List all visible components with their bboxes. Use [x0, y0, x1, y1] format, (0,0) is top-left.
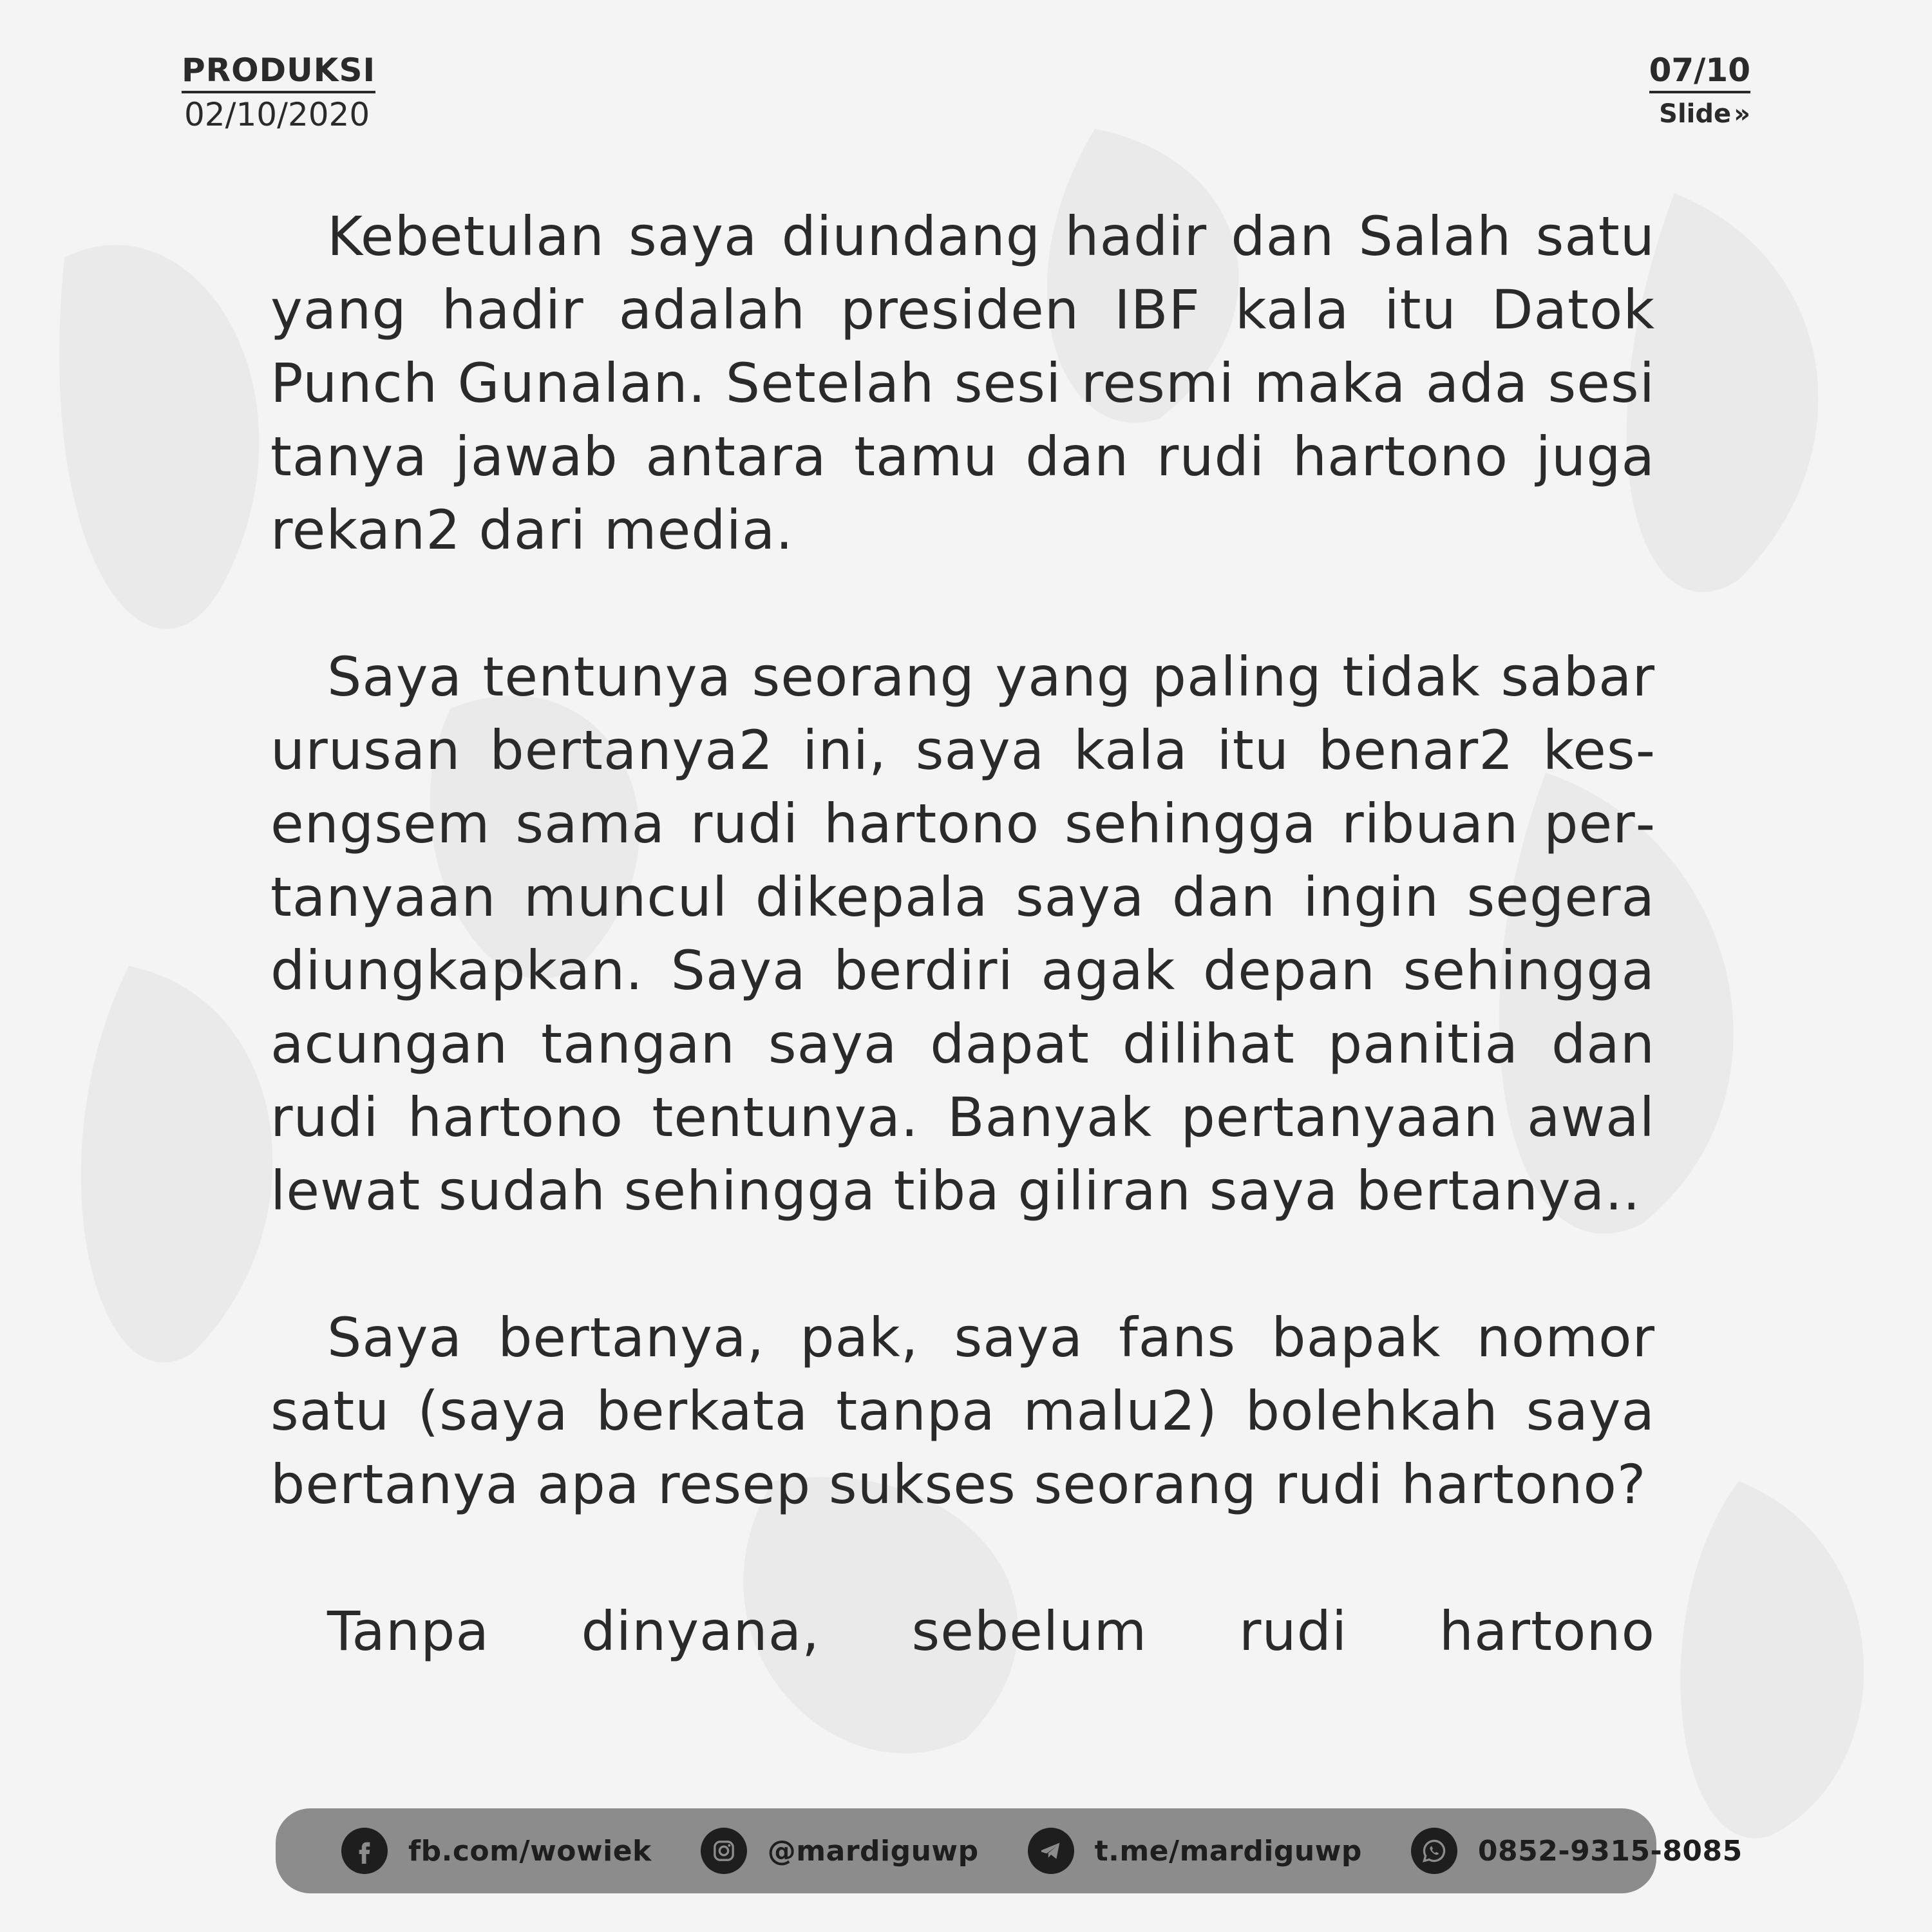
page-number: 07/10 — [1649, 53, 1750, 93]
instagram-icon — [701, 1828, 747, 1874]
post-date: 02/10/2020 — [184, 96, 370, 133]
contact-whatsapp[interactable] — [1411, 1828, 1743, 1874]
double-chevron-right-icon: » — [1734, 99, 1750, 129]
paragraph-2: Saya tentunya seorang yang paling tidak sabar urusan bertanya2 ini, saya kala itu benar2 kesengsem sama rudi hartono sehingga ribuan pertanyaan muncul dikepala saya dan ingin segera diungkapkan. Saya berdiri agak depan sehingga acungan tangan saya dapat dilihat panitia dan rudi hartono tentunya. Banyak pertanyaan awal lewat sudah sehingga tiba giliran saya bertanya.. — [270, 645, 1655, 1222]
contact-telegram[interactable] — [1028, 1828, 1362, 1874]
whatsapp-icon — [1411, 1828, 1457, 1874]
article-body — [270, 200, 1655, 1668]
contact-instagram[interactable] — [701, 1828, 979, 1874]
paragraph-3: Saya bertanya, pak, saya fans bapak nomor satu (saya berkata tanpa malu2) bolehkah saya bertanya apa resep sukses seorang rudi hartono? — [270, 1306, 1655, 1516]
whatsapp-number: 0852-9315-8085 — [1477, 1834, 1743, 1868]
header-right — [1649, 53, 1750, 131]
facebook-handle: fb.com/wowiek — [408, 1834, 652, 1868]
header-left — [182, 53, 375, 135]
slide-indicator — [1649, 97, 1750, 131]
facebook-icon — [341, 1828, 388, 1874]
telegram-handle: t.me/mardiguwp — [1094, 1834, 1362, 1868]
contact-bar — [276, 1808, 1743, 1893]
contact-facebook[interactable] — [341, 1828, 652, 1874]
category-label: PRODUKSI — [182, 53, 375, 93]
paragraph-4: Tanpa dinyana, sebelum rudi hartono — [327, 1600, 1655, 1663]
paragraph-1: Kebetulan saya diundang hadir dan Salah satu yang hadir adalah presiden IBF kala itu Datok Punch Gunalan. Setelah sesi resmi maka ada sesi tanya jawab antara tamu dan rudi hartono juga rekan2 dari media. — [270, 205, 1655, 562]
telegram-icon — [1028, 1828, 1074, 1874]
instagram-handle: @mardiguwp — [767, 1834, 979, 1868]
slide-label: Slide — [1659, 99, 1732, 129]
